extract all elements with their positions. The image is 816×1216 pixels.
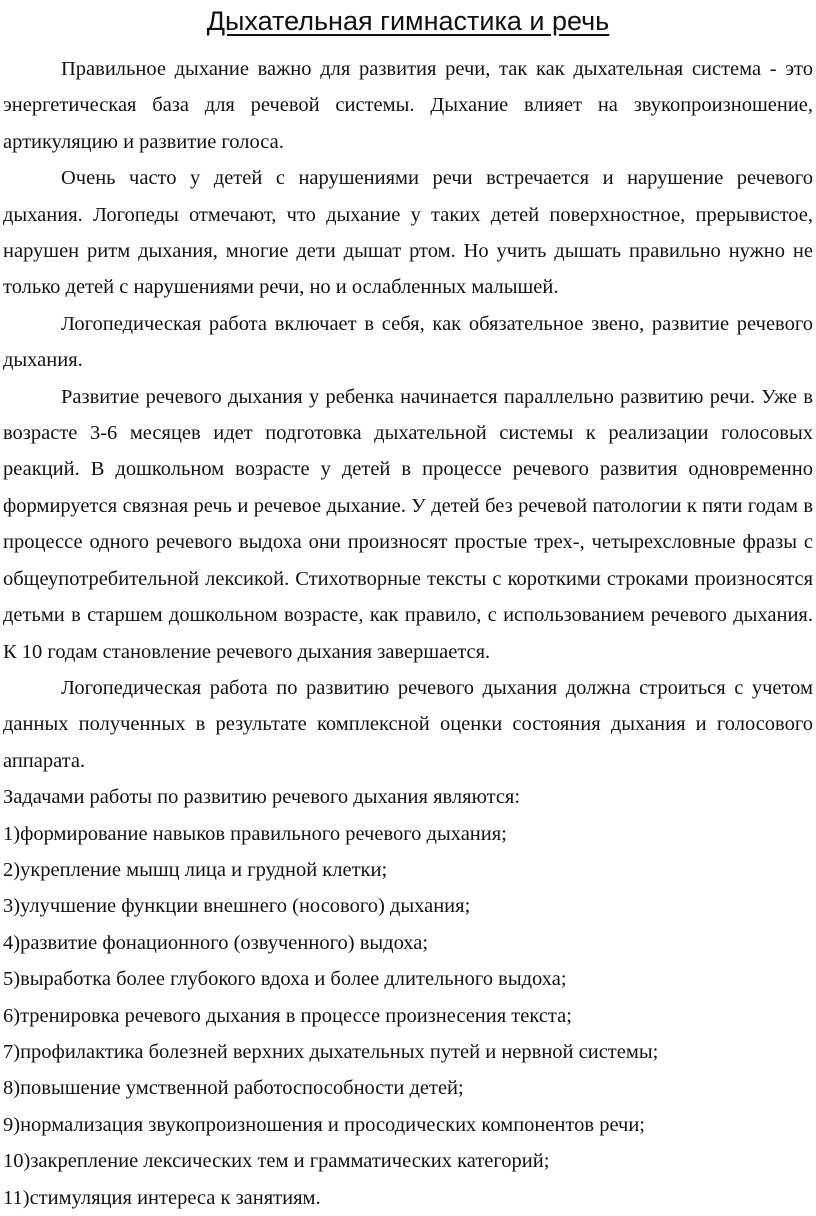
paragraph-breathing-importance: Правильное дыхание важно для развития речи, так как дыхательная система - это энергетическая база для речевой системы. Дыхание влияет на звукопроизношение, артикуляцию и развитие голоса. [3,58,813,153]
task-item: 2)укрепление мышц лица и грудной клетки; [3,858,388,881]
task-item: 9)нормализация звукопроизношения и просодических компонентов речи; [3,1113,646,1136]
task-item: 1)формирование навыков правильного речевого дыхания; [3,822,507,845]
task-item: 7)профилактика болезней верхних дыхательных путей и нервной системы; [3,1040,659,1063]
task-item: 5)выработка более глубокого вдоха и более длительного выдоха; [3,968,567,991]
task-item: 10)закрепление лексических тем и грамматических категорий; [3,1150,550,1173]
paragraph-breathing-development: Развитие речевого дыхания у ребенка начинается параллельно развитию речи. Уже в возрасте 3-6 месяцев идет подготовка дыхательной системы к реализации голосовых реакций. В дошкольном возрасте у детей в процессе речевого развития одновременно формируется связная речь и речевое дыхание. У детей без речевой патологии к пяти годам в процессе одного речевого выдоха они произносят простые трех-, четырехсловные фразы с общеупотребительной лексикой. Стихотворные тексты с короткими строками произносятся детьми в старшем дошкольном возрасте, как правило, с использованием речевого дыхания. К 10 годам становление речевого дыхания завершается. [3,385,813,663]
paragraph-work-basis: Логопедическая работа по развитию речевого дыхания должна строиться с учетом данных полученных в результате комплексной оценки состояния дыхания и голосового аппарата. [3,676,813,772]
tasks-list [3,816,813,1216]
document-title: Дыхательная гимнастика и речь [206,6,610,36]
task-item: 3)улучшение функции внешнего (носового) дыхания; [3,895,471,918]
task-item: 6)тренировка речевого дыхания в процессе произнесения текста; [3,1004,572,1027]
tasks-intro: Задачами работы по развитию речевого дыхания являются: [3,786,521,809]
task-item: 4)развитие фонационного (озвученного) выдоха; [3,931,429,954]
paragraph-speech-disorders: Очень часто у детей с нарушениями речи встречается и нарушение речевого дыхания. Логопеды отмечают, что дыхание у таких детей поверхностное, прерывистое, нарушен ритм дыхания, многие дети дышат ртом. Но учить дышать правильно нужно не только детей с нарушениями речи, но и ослабленных малышей. [3,167,813,299]
task-item: 11)стимуляция интереса к занятиям. [3,1186,321,1209]
task-item: 8)повышение умственной работоспособности детей; [3,1077,464,1100]
paragraph-speech-therapy-work: Логопедическая работа включает в себя, как обязательное звено, развитие речевого дыхания. [3,312,813,372]
document-body [3,51,813,1216]
